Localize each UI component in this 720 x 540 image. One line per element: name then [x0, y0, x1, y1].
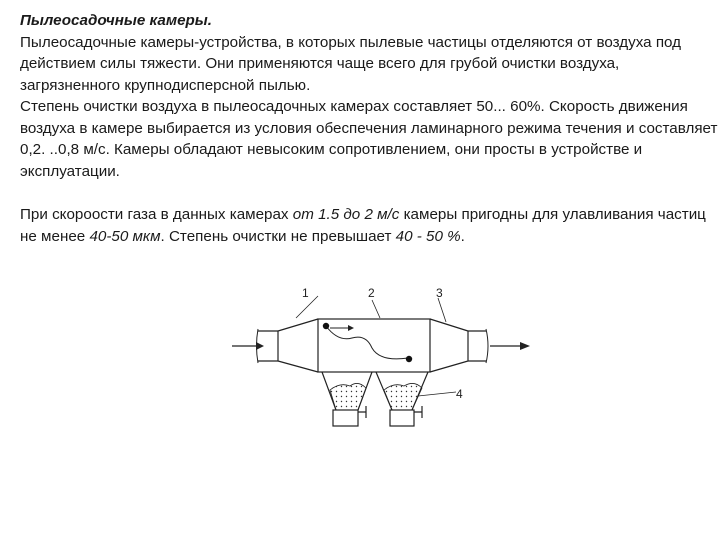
- particle-start: [323, 323, 329, 329]
- inflow-arrowhead-icon: [256, 342, 264, 350]
- label-1: 1: [302, 286, 309, 300]
- inlet-cone: [278, 319, 318, 372]
- particle-size-value: 40-50 мкм: [89, 227, 161, 245]
- valve-right-icon: [414, 406, 422, 418]
- outflow-arrowhead-icon: [520, 342, 530, 350]
- particle-trajectory: [326, 326, 408, 359]
- hopper-outlet-left: [333, 410, 358, 426]
- efficiency-value: 40 - 50 %: [395, 227, 461, 245]
- leader-4: [418, 392, 456, 396]
- outlet-pipe-break: [486, 329, 488, 363]
- leader-3: [438, 298, 446, 322]
- label-2: 2: [368, 286, 375, 300]
- paragraph-definition: Пылеосадочные камеры-устройства, в которых пылевые частицы отделяются от воздуха под действием силы тяжести. Они применяются чаще всего для грубой очистки воздуха, загрязненного крупнодисперсной пылью.: [20, 33, 682, 94]
- outlet-pipe: [468, 331, 486, 361]
- paragraph-efficiency: Степень очистки воздуха в пылеосадочных камерах составляет 50... 60%. Скорость движения воздуха в камере выбирается из условия обеспечения ламинарного режима течения и составляет 0,2. ..0,8 м/с. Камеры обладают невысоким сопротивлением, они просты в устройстве и эксплуатации.: [20, 98, 718, 180]
- section-title: Пылеосадочные камеры.: [20, 12, 212, 29]
- label-3: 3: [436, 286, 443, 300]
- outlet-cone: [430, 319, 468, 372]
- particle-end: [406, 356, 412, 362]
- speed-value: от 1.5 до 2 м/с: [292, 206, 400, 223]
- dust-deposit-left: [330, 383, 366, 410]
- chamber-body: [318, 319, 430, 372]
- leader-2: [372, 300, 380, 318]
- inner-arrowhead-icon: [348, 325, 354, 331]
- hopper-outlet-right: [390, 410, 414, 426]
- label-4: 4: [456, 387, 463, 401]
- paragraph-gas-speed: При скорооcти газа в данных камерах от 1.5 до 2 м/с камеры пригодны для улавливания частиц не менее 40-50 мкм. Степень очистки не превышает 40 - 50 %.: [20, 206, 706, 245]
